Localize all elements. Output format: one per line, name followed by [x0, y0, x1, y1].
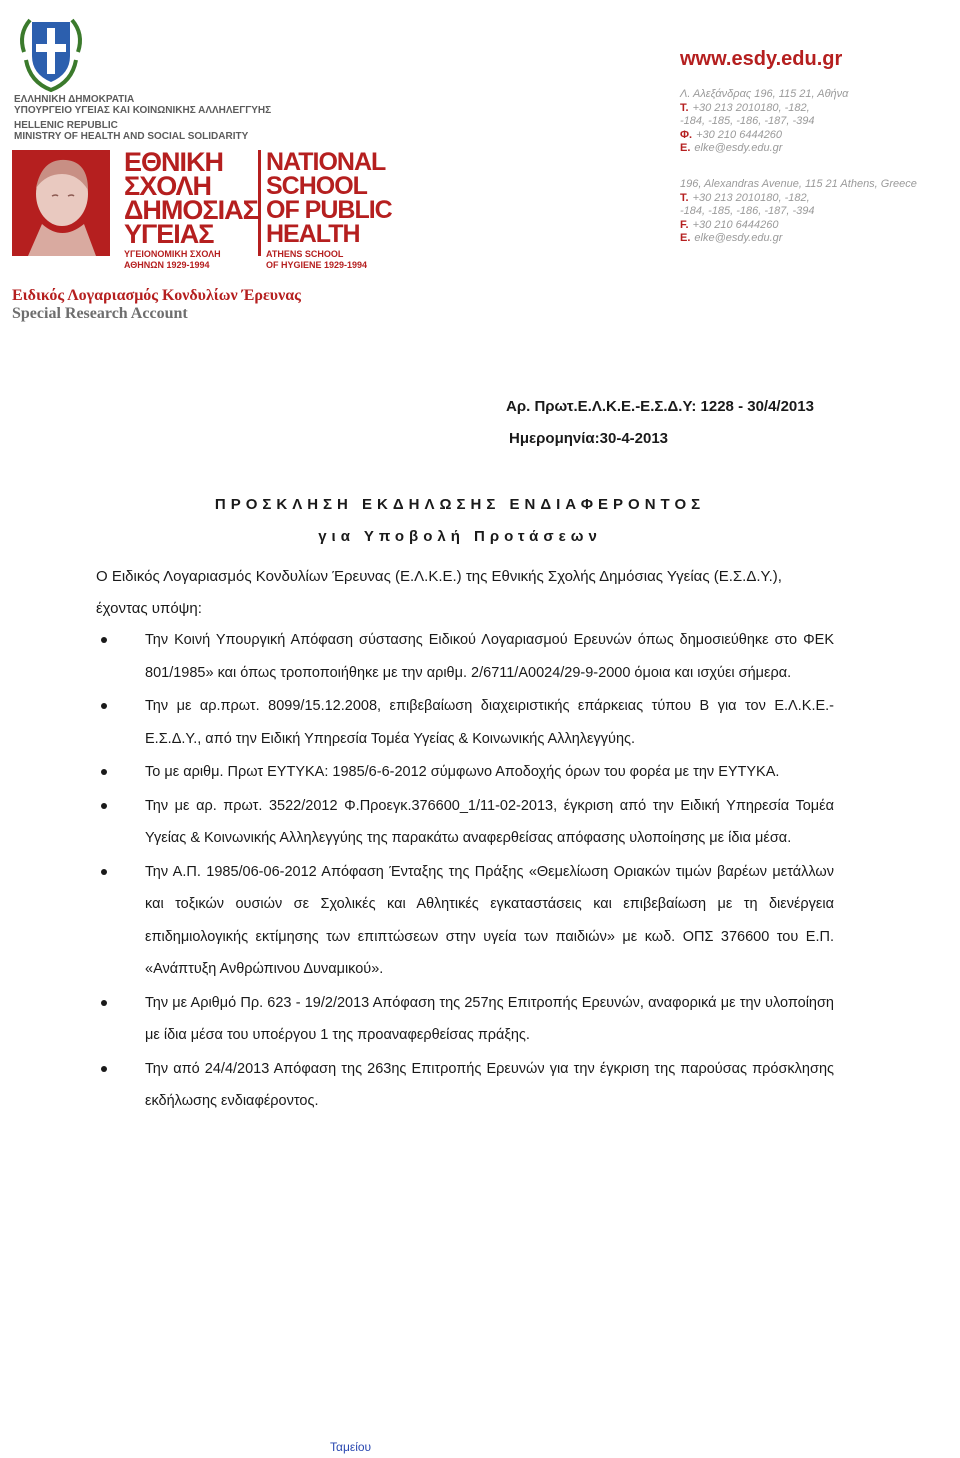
document-title: ΠΡΟΣΚΛΗΣΗ ΕΚΔΗΛΩΣΗΣ ΕΝΔΙΑΦΕΡΟΝΤΟΣ	[214, 496, 706, 513]
fax-label: Φ.	[680, 128, 693, 141]
contact-address: 196, Alexandras Avenue, 115 21 Athens, Greece	[680, 178, 917, 190]
footer-text: Ταμείου	[330, 1440, 372, 1454]
school-en-line: HEALTH	[266, 220, 360, 248]
email-label: E.	[680, 142, 691, 154]
list-item-text: Την με Αριθμό Πρ. 623 - 19/2/2013 Απόφαση της 257ης Επιτροπής Ερευνών, αναφορικά με την υλοποίηση με ίδια μέσα του υποέργου 1 της προαναφερθείσας πράξης.	[145, 994, 834, 1043]
school-en-sub: ATHENS SCHOOL	[266, 249, 344, 259]
contact-email[interactable]: elke@esdy.edu.gr	[694, 142, 783, 154]
bullet-icon	[101, 803, 107, 809]
list-item	[96, 624, 834, 689]
contact-phone: +30 213 2010180, -182,	[692, 101, 810, 114]
intro-line: Ο Ειδικός Λογαριασμός Κονδυλίων Έρευνας (Ε.Λ.Κ.Ε.) της Εθνικής Σχολής Δημόσιας Υγείας (Ε.Σ.Δ.Υ.),	[96, 568, 782, 585]
contact-block-greek	[680, 88, 955, 156]
protocol-number: Αρ. Πρωτ.Ε.Λ.Κ.Ε.-Ε.Σ.Δ.Υ: 1228 - 30/4/2013	[506, 398, 814, 415]
fax-label: F.	[680, 218, 689, 231]
list-item	[96, 790, 834, 855]
email-label: E.	[680, 232, 691, 244]
school-gr-sub: ΑΘΗΝΩΝ 1929-1994	[124, 260, 210, 270]
list-item	[96, 856, 834, 986]
school-en-line: OF PUBLIC	[266, 196, 392, 224]
list-item	[96, 756, 834, 789]
list-item-text: Την με αρ.πρωτ. 8099/15.12.2008, επιβεβαίωση διαχειριστικής επάρκειας τύπου Β για τον Ε.Λ.Κ.Ε.-Ε.Σ.Δ.Υ., από την Ειδική Υπηρεσία Τομέα Υγείας & Κοινωνικής Αλληλεγγύης.	[145, 698, 834, 747]
document-date: Ημερομηνία:30-4-2013	[509, 430, 669, 447]
contact-email[interactable]: elke@esdy.edu.gr	[694, 232, 783, 244]
account-name-greek: Ειδικός Λογαριασμός Κονδυλίων Έρευνας	[12, 287, 301, 304]
contact-block-english	[680, 178, 955, 246]
bullet-icon	[101, 637, 107, 643]
phone-label: Τ.	[680, 101, 689, 114]
list-item	[96, 1053, 834, 1118]
logo-divider	[258, 150, 261, 256]
school-name-greek	[124, 147, 258, 271]
bullet-icon	[101, 1066, 107, 1072]
account-name-english: Special Research Account	[12, 305, 188, 322]
ministry-line: ΥΠΟΥΡΓΕΙΟ ΥΓΕΙΑΣ ΚΑΙ ΚΟΙΝΩΝΙΚΗΣ ΑΛΛΗΛΕΓΓΥΗΣ	[14, 105, 272, 116]
list-item-text: Το με αριθμ. Πρωτ ΕΥΤΥΚΑ: 1985/6-6-2012 σύμφωνο Αποδοχής όρων του φορέα με την ΕΥΤΥΚΑ.	[145, 764, 780, 780]
ministry-line: MINISTRY OF HEALTH AND SOCIAL SOLIDARITY	[14, 131, 249, 142]
contact-phone: -184, -185, -186, -187, -394	[680, 115, 815, 127]
bullet-icon	[101, 703, 107, 709]
contact-fax: +30 210 6444260	[696, 128, 783, 141]
website-link[interactable]: www.esdy.edu.gr	[680, 48, 843, 70]
greek-emblem-logo	[14, 12, 88, 94]
school-gr-line: ΕΘΝΙΚΗ	[124, 147, 224, 177]
intro-line: έχοντας υπόψη:	[96, 600, 202, 617]
document-subtitle: για Υποβολή Προτάσεων	[318, 528, 602, 545]
school-gr-sub: ΥΓΕΙΟΝΟΜΙΚΗ ΣΧΟΛΗ	[124, 249, 221, 259]
school-gr-line: ΔΗΜΟΣΙΑΣ	[124, 195, 258, 225]
list-item-text: Την Α.Π. 1985/06-06-2012 Απόφαση Ένταξης της Πράξης «Θεμελίωση Οριακών τιμών βαρέων μετάλλων και τοξικών ουσιών σε Σχολικές και Αθλητικές εγκαταστάσεις και επιβεβαίωση με τη διενέργεια επιδημιολογικής εκτίμησης των επιπτώσεων στην υγεία των παιδιών» με κωδ. ΟΠΣ 376600 του Ε.Π. «Ανάπτυξη Ανθρώπινου Δυναμικού».	[145, 863, 834, 977]
phone-label: T.	[680, 191, 689, 204]
list-item	[96, 690, 834, 755]
special-account-heading	[12, 287, 301, 323]
contact-fax: +30 210 6444260	[692, 218, 779, 231]
list-item-text: Την Κοινή Υπουργική Απόφαση σύστασης Ειδικού Λογαριασμού Ερευνών όπως δημοσιεύθηκε στο ΦΕΚ 801/1985» και όπως τροποποιήθηκε με την αριθμ. 2/6711/Α0024/29-9-2000 όμοια και ισχύει σήμερα.	[145, 632, 834, 681]
contact-phone: +30 213 2010180, -182,	[692, 191, 810, 204]
school-en-line: SCHOOL	[266, 172, 367, 200]
school-gr-line: ΣΧΟΛΗ	[124, 171, 211, 201]
ministry-line: HELLENIC REPUBLIC	[14, 120, 118, 131]
school-gr-line: ΥΓΕΙΑΣ	[124, 219, 214, 249]
bullet-icon	[101, 769, 107, 775]
list-item	[96, 987, 834, 1052]
school-en-line: NATIONAL	[266, 148, 386, 176]
bullet-icon	[101, 869, 107, 875]
school-en-sub: OF HYGIENE 1929-1994	[266, 260, 368, 270]
ministry-line: ΕΛΛΗΝΙΚΗ ΔΗΜΟΚΡΑΤΙΑ	[14, 94, 135, 105]
contact-address: Λ. Αλεξάνδρας 196, 115 21, Αθήνα	[680, 88, 849, 100]
hygieia-bust-logo	[12, 150, 110, 256]
considerations-list	[96, 624, 834, 1119]
intro-paragraph	[96, 561, 866, 625]
list-item-text: Την από 24/4/2013 Απόφαση της 263ης Επιτροπής Ερευνών για την έγκριση της παρούσας πρόσκλησης εκδήλωσης ενδιαφέροντος.	[145, 1060, 834, 1109]
list-item-text: Την με αρ. πρωτ. 3522/2012 Φ.Προεγκ.376600_1/11-02-2013, έγκριση από την Ειδική Υπηρεσία Τομέα Υγείας & Κοινωνικής Αλληλεγγύης της παρακάτω αναφερθείσας απόφασης υλοποίησης με ίδια μέσα.	[145, 797, 834, 846]
bullet-icon	[101, 1000, 107, 1006]
school-name-english	[266, 150, 406, 271]
contact-phone: -184, -185, -186, -187, -394	[680, 205, 815, 217]
ministry-text	[14, 94, 314, 142]
